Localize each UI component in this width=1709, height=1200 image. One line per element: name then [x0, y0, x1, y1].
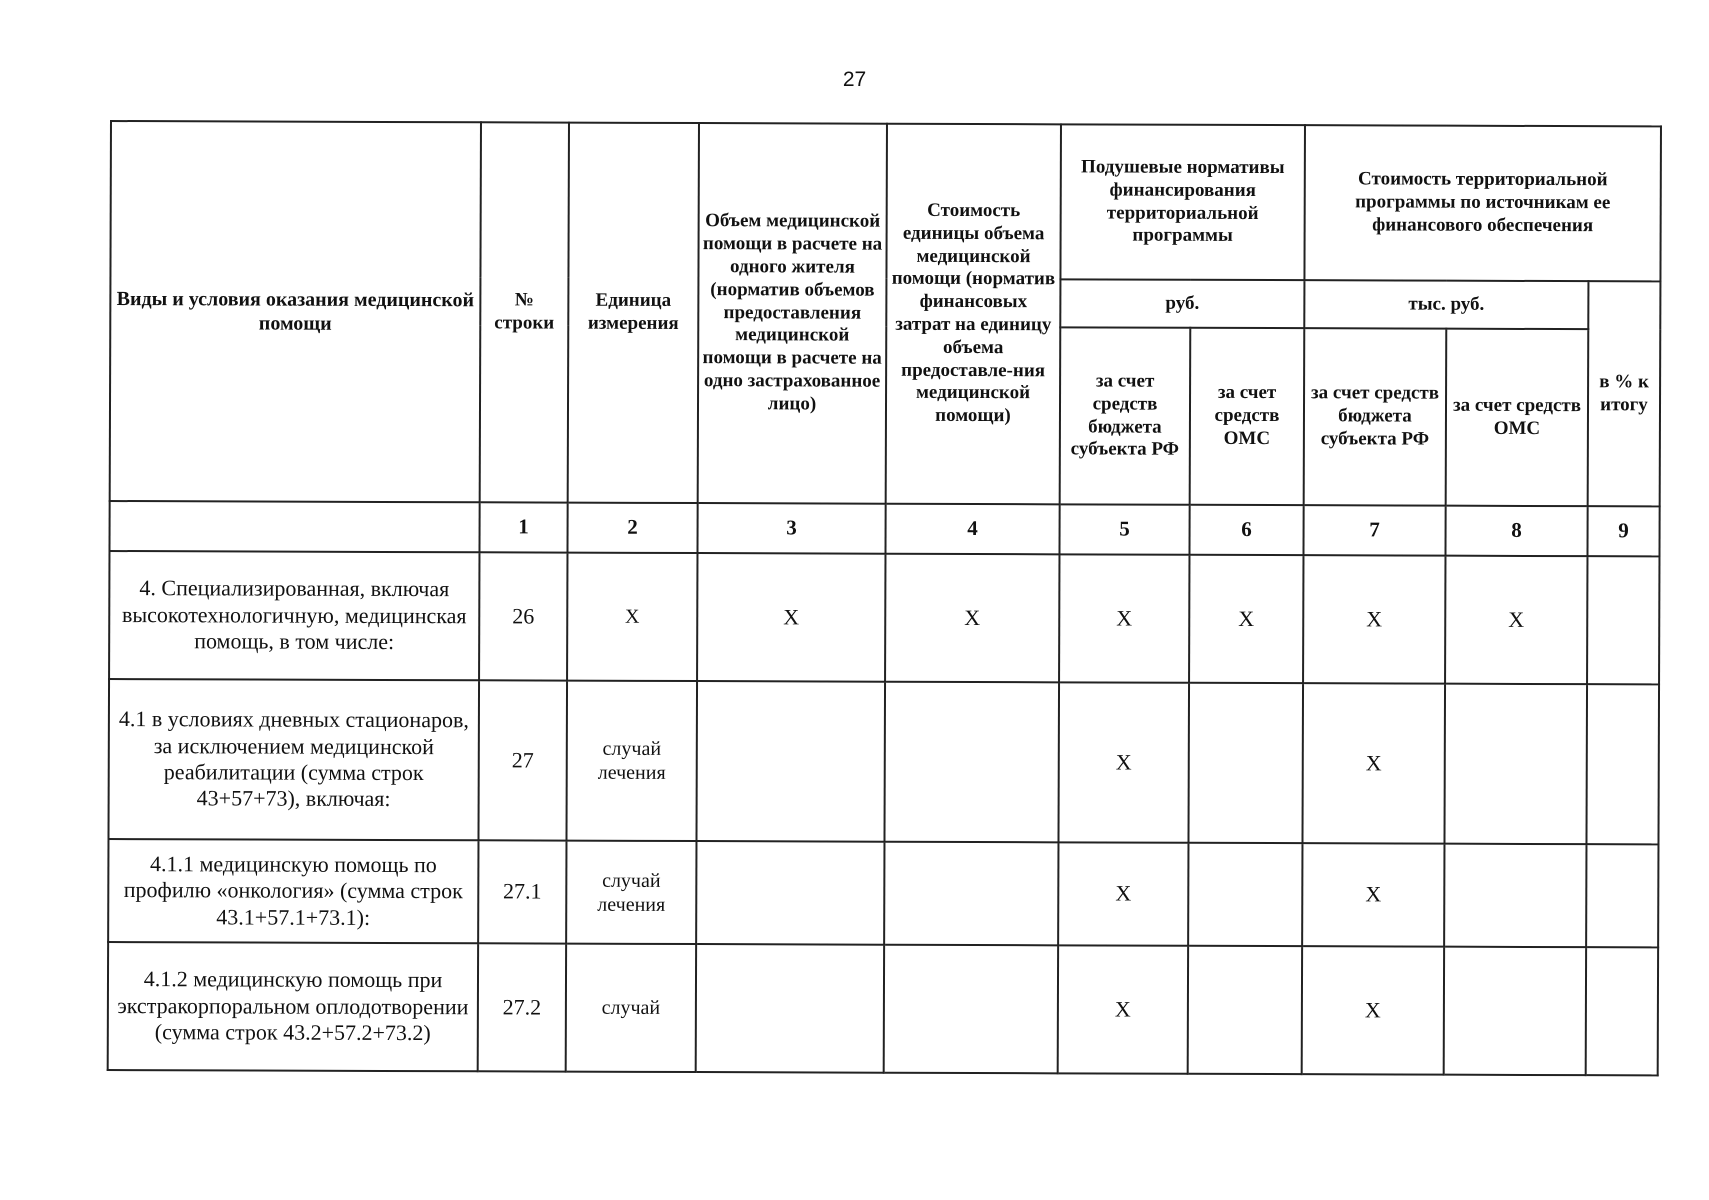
- header-oms: за счет средств ОМС: [1190, 328, 1305, 505]
- row-number: 27.2: [478, 943, 566, 1071]
- column-number: 7: [1303, 505, 1445, 555]
- cell-volume: X: [697, 553, 885, 682]
- cell-cost: X: [885, 554, 1059, 683]
- cell-volume: [696, 841, 884, 945]
- header-total-cost: Стоимость территориальной программы по источникам ее финансового обеспечения: [1304, 125, 1661, 281]
- cell-percent: [1586, 844, 1658, 947]
- header-row-1: [110, 121, 1661, 281]
- row-unit: X: [567, 553, 697, 681]
- cell-per-capita-budget: X: [1058, 945, 1188, 1073]
- header-budget-rf: за счет средств бюджета субъекта РФ: [1060, 327, 1191, 504]
- cell-per-capita-oms: [1188, 843, 1302, 946]
- column-number: 3: [697, 503, 885, 554]
- page-number: 27: [842, 68, 867, 91]
- row-number: 26: [479, 552, 567, 680]
- cell-percent: [1586, 684, 1659, 844]
- row-description: 4.1.1 медицинскую помощь по профилю «онкология» (сумма строк 43.1+57.1+73.1):: [108, 839, 478, 943]
- cell-total-oms: [1444, 684, 1587, 844]
- column-number: 9: [1587, 506, 1659, 556]
- cell-per-capita-oms: [1188, 683, 1303, 843]
- cell-per-capita-budget: X: [1059, 554, 1189, 682]
- cell-total-oms: [1444, 947, 1586, 1075]
- row-description: 4. Специализированная, включая высокотехнологичную, медицинская помощь, в том числе:: [109, 551, 479, 680]
- cell-cost: [884, 945, 1058, 1074]
- row-number: 27: [478, 680, 567, 840]
- cell-total-budget: X: [1302, 683, 1445, 843]
- column-number: 8: [1445, 506, 1587, 556]
- column-number: 2: [567, 503, 697, 553]
- cell-per-capita-budget: X: [1058, 842, 1188, 945]
- header-per-capita: Подушевые нормативы финансирования территориальной программы: [1060, 124, 1305, 280]
- cell-total-budget: X: [1302, 843, 1444, 946]
- table-row: [108, 942, 1658, 1075]
- column-numbers-row: [109, 501, 1659, 556]
- cell-percent: [1586, 947, 1658, 1075]
- table-row: [109, 551, 1659, 684]
- cell-total-budget: X: [1303, 555, 1445, 683]
- column-number: 4: [885, 504, 1059, 555]
- cell-total-budget: X: [1302, 946, 1444, 1074]
- cell-volume: [696, 944, 884, 1073]
- header-rub: руб.: [1060, 279, 1304, 328]
- row-unit: случай лечения: [566, 681, 697, 841]
- table-row: [108, 839, 1658, 947]
- column-number: 5: [1059, 504, 1189, 554]
- cell-total-oms: X: [1445, 556, 1587, 684]
- row-number: 27.1: [478, 840, 566, 943]
- row-description: 4.1 в условиях дневных стационаров, за исключением медицинской реабилитации (сумма строк 43+57+73), включая:: [108, 679, 479, 840]
- column-number: 6: [1189, 505, 1303, 555]
- header-row-number: № строки: [480, 122, 569, 502]
- header-kinds: Виды и условия оказания медицинской помощи: [110, 121, 481, 502]
- cell-cost: [884, 842, 1058, 946]
- column-number-blank: [109, 501, 479, 552]
- cell-per-capita-oms: X: [1189, 555, 1303, 683]
- column-number: 1: [479, 502, 567, 552]
- cell-percent: [1587, 556, 1659, 684]
- cell-per-capita-oms: [1188, 946, 1302, 1074]
- header-unit: Единица измерения: [568, 123, 699, 503]
- header-cost: Стоимость единицы объема медицинской помощи (норматив финансовых затрат на единицу объема предоставле-ния медицинской помощи): [886, 124, 1061, 505]
- cell-volume: [696, 681, 885, 842]
- header-budget-rf-total: за счет средств бюджета субъекта РФ: [1304, 328, 1447, 505]
- row-unit: случай: [566, 944, 696, 1072]
- financing-table: [107, 120, 1662, 1076]
- header-volume: Объем медицинской помощи в расчете на одного жителя (норматив объемов предоставления медицинской помощи в расчете на одно застрахованное лицо): [698, 123, 887, 504]
- row-unit: случай лечения: [566, 841, 696, 944]
- cell-per-capita-budget: X: [1058, 682, 1189, 842]
- header-oms-total: за счет средств ОМС: [1446, 329, 1589, 506]
- header-percent: в % к итогу: [1588, 281, 1661, 506]
- cell-cost: [884, 682, 1059, 843]
- table-row: [108, 679, 1659, 844]
- row-description: 4.1.2 медицинскую помощь при экстракорпоральном оплодотворении (сумма строк 43.2+57.2+73.2): [108, 942, 478, 1071]
- cell-total-oms: [1444, 844, 1586, 947]
- header-thous-rub: тыс. руб.: [1304, 280, 1588, 329]
